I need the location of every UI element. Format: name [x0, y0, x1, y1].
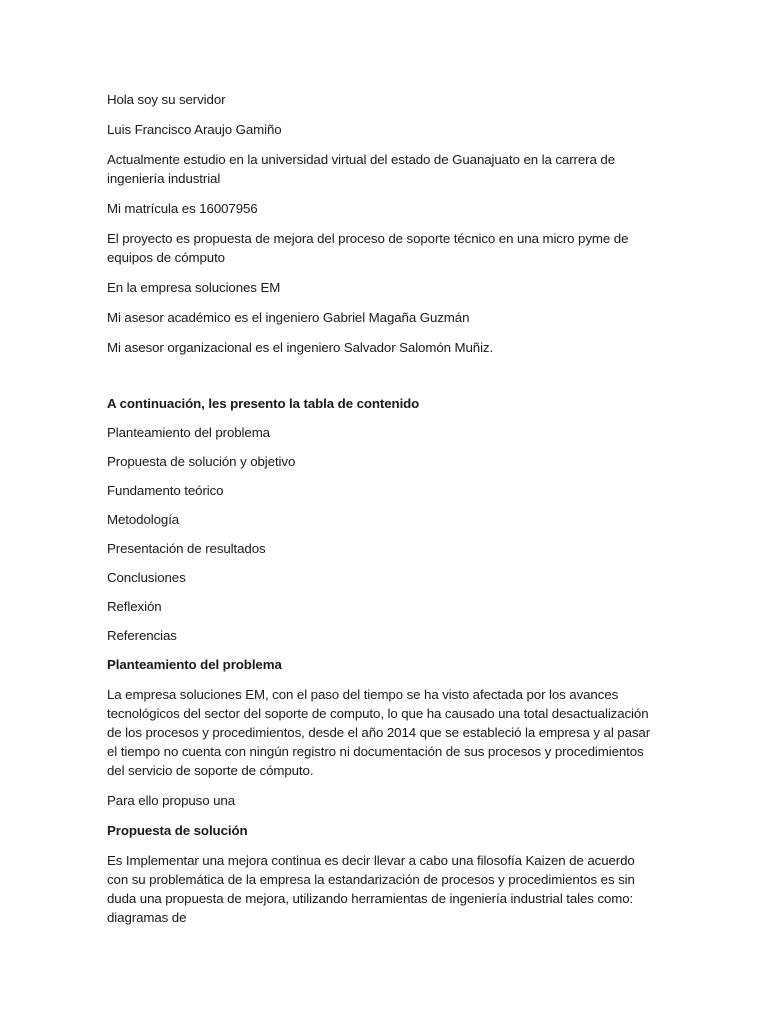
problem-heading: Planteamiento del problema — [107, 657, 282, 672]
company-line: En la empresa soluciones EM — [107, 280, 281, 295]
toc-item: Conclusiones — [107, 570, 186, 585]
organizational-advisor-line: Mi asesor organizacional es el ingeniero Salvador Salomón Muñiz. — [107, 340, 494, 355]
solution-paragraph: Es Implementar una mejora continua es decir llevar a cabo una filosofía Kaizen de acuerdo con su problemática de la empresa la estandarización de procesos y procedimientos es sin duda una propuesta de mejora, utilizando herramientas de ingeniería industrial tales como: diagramas de — [107, 853, 635, 925]
solution-heading: Propuesta de solución — [107, 823, 248, 838]
toc-item: Referencias — [107, 628, 177, 643]
toc-item: Metodología — [107, 512, 180, 527]
intro-section — [107, 90, 658, 357]
enrollment-line: Mi matrícula es 16007956 — [107, 201, 258, 216]
project-line: El proyecto es propuesta de mejora del proceso de soporte técnico en una micro pyme de equipos de cómputo — [107, 231, 629, 265]
problem-followup: Para ello propuso una — [107, 793, 236, 808]
studies-line: Actualmente estudio en la universidad virtual del estado de Guanajuato en la carrera de ingeniería industrial — [107, 152, 615, 186]
solution-section — [107, 821, 658, 927]
greeting-line: Hola soy su servidor — [107, 92, 226, 107]
toc-heading: A continuación, les presento la tabla de contenido — [107, 396, 420, 411]
problem-section — [107, 655, 658, 810]
table-of-contents — [107, 394, 658, 645]
toc-item: Propuesta de solución y objetivo — [107, 454, 296, 469]
toc-item: Reflexión — [107, 599, 162, 614]
author-name: Luis Francisco Araujo Gamiño — [107, 122, 282, 137]
toc-item: Fundamento teórico — [107, 483, 224, 498]
toc-item: Planteamiento del problema — [107, 425, 270, 440]
toc-item: Presentación de resultados — [107, 541, 266, 556]
academic-advisor-line: Mi asesor académico es el ingeniero Gabriel Magaña Guzmán — [107, 310, 470, 325]
section-spacer — [107, 368, 658, 394]
problem-paragraph: La empresa soluciones EM, con el paso del tiempo se ha visto afectada por los avances tecnológicos del sector del soporte de computo, lo que ha causado una total desactualización de los procesos y procedimientos, desde el año 2014 que se estableció la empresa y al pasar el tiempo no cuenta con ningún registro ni documentación de sus procesos y procedimientos del servicio de soporte de cómputo. — [107, 687, 651, 778]
